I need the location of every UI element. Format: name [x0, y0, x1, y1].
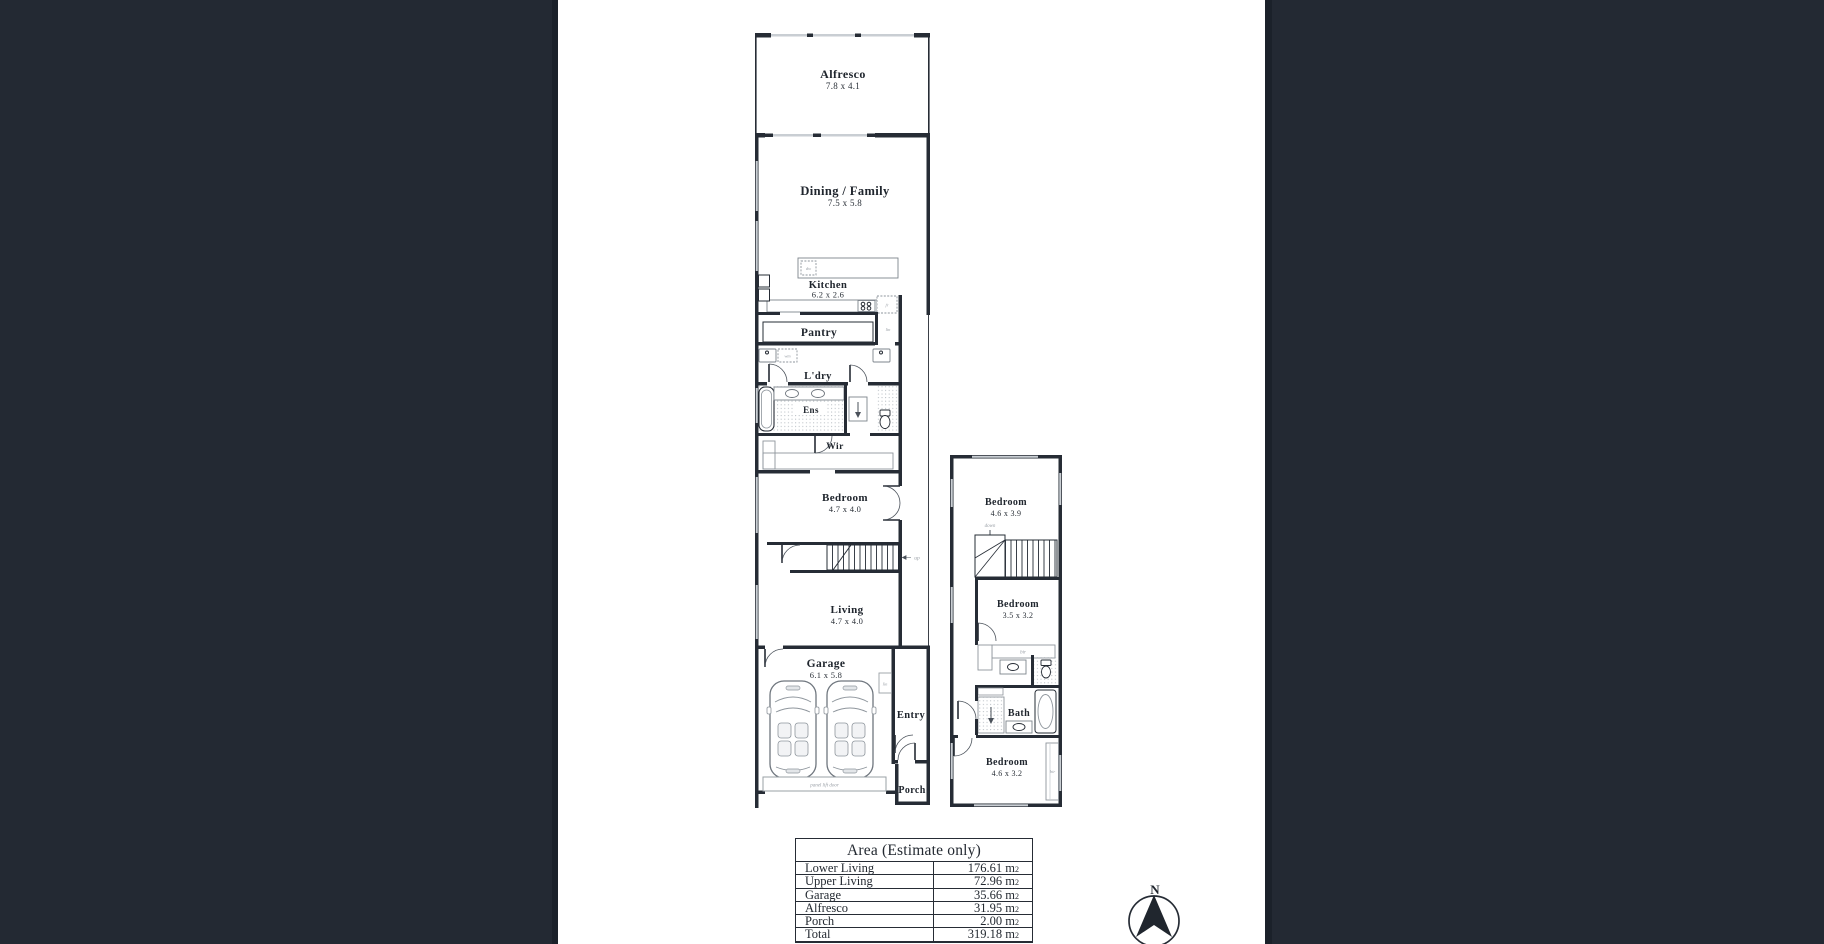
table-row [796, 889, 1032, 902]
bedroom3-robe [1046, 743, 1059, 800]
letterbox-left-edge [552, 0, 558, 944]
room-label-wir: Wir [826, 442, 844, 452]
stairs-lower [767, 542, 920, 573]
table-row [796, 915, 1032, 928]
room-label-bedroom2: Bedroom [996, 599, 1040, 610]
up-label: up [914, 555, 920, 562]
door-arc [782, 545, 800, 563]
area-row-label: Lower Living [796, 862, 934, 874]
door-arc [954, 738, 972, 756]
room-label-porch: Porch [898, 785, 926, 796]
room-dims-bedroom: 4.7 x 4.0 [828, 504, 862, 514]
area-row-label: Garage [796, 889, 934, 901]
table-row [796, 875, 1032, 888]
door-arc [898, 743, 915, 760]
room-dims-alfresco: 7.8 x 4.1 [825, 81, 861, 91]
table-row [796, 862, 1032, 875]
linen-closet [879, 673, 892, 693]
room-label-entry: Entry [896, 710, 926, 721]
compass-icon [1121, 877, 1185, 944]
bedroom2-walls [975, 577, 1062, 688]
room-label-bedroom3: Bedroom [985, 757, 1029, 768]
bath-fixtures [950, 688, 1062, 756]
table-row [796, 928, 1032, 941]
room-label-bedroom1: Bedroom [984, 497, 1028, 508]
area-row-value: 319.18 m2 [967, 927, 1019, 942]
letterbox-left [0, 0, 552, 944]
letterbox-right-edge [1265, 0, 1272, 944]
room-label-laundry: L'dry [804, 371, 832, 382]
room-dims-living: 4.7 x 4.0 [830, 616, 864, 626]
area-row-label: Porch [796, 915, 934, 927]
door-arc [978, 623, 996, 641]
letterbox-right [1272, 0, 1824, 944]
room-label-bedroom: Bedroom [822, 492, 868, 504]
room-dims-dining-family: 7.5 x 5.8 [827, 198, 863, 208]
dishwasher-label: dw [805, 266, 812, 271]
door-arc [958, 701, 976, 719]
room-label-bath: Bath [1007, 708, 1031, 719]
room-dims-bedroom3: 4.6 x 3.2 [991, 769, 1023, 778]
shower-icon [849, 397, 867, 421]
robe-label: bir [1020, 650, 1026, 656]
room-label-garage: Garage [806, 658, 846, 670]
toilet-icon [880, 410, 890, 429]
room-label-pantry: Pantry [800, 327, 838, 339]
door-arc [850, 365, 867, 382]
area-row-label: Upper Living [796, 875, 934, 887]
area-table-title: Area (Estimate only) [796, 839, 1032, 862]
basin-icon [786, 390, 799, 398]
room-dims-bedroom2: 3.5 x 3.2 [1002, 611, 1034, 620]
room-dims-garage: 6.1 x 5.8 [809, 670, 843, 680]
bathtub-icon [759, 387, 774, 431]
door-arc [769, 364, 787, 382]
area-row-value: 176.61 m2 [967, 861, 1019, 875]
ensuite-fixtures [755, 386, 902, 437]
panel-lift-door [763, 777, 886, 791]
toilet-icon [1041, 660, 1051, 678]
area-row-value: 72.96 m2 [974, 874, 1019, 889]
room-label-ensuite: Ens [803, 405, 819, 415]
area-row-value: 2.00 m2 [980, 914, 1019, 929]
room-dims-bedroom1: 4.6 x 3.9 [990, 509, 1022, 518]
room-label-kitchen: Kitchen [808, 280, 848, 291]
down-label: down [984, 524, 996, 529]
linen-label: lin [885, 327, 891, 332]
area-row-value: 31.95 m2 [974, 900, 1019, 915]
upper-floor-plan [950, 455, 1062, 810]
north-label: N [1150, 882, 1160, 897]
area-row-label: Total [796, 928, 934, 940]
room-dims-kitchen: 6.2 x 2.6 [811, 289, 845, 300]
lower-floor-plan [755, 33, 930, 808]
panel-lift-door-label: panel lift door [810, 783, 839, 789]
washing-machine-label: wm [784, 353, 791, 359]
area-row-value: 35.66 m2 [974, 887, 1019, 902]
basin-icon [1006, 721, 1032, 733]
double-door-arcs [883, 486, 900, 520]
room-label-alfresco: Alfresco [820, 67, 866, 81]
linen-label: lin [882, 681, 888, 687]
robe-label: bir [1049, 769, 1056, 774]
bathtub-icon [1035, 690, 1056, 733]
fridge-label: fr [885, 302, 889, 308]
table-row [796, 902, 1032, 915]
compass [1121, 877, 1185, 944]
stairs-upper [975, 524, 1057, 577]
basin-icon [1008, 664, 1019, 671]
north-arrow [1136, 895, 1172, 937]
room-label-living: Living [830, 604, 864, 616]
cooktop-icon [858, 301, 875, 312]
area-row-label: Alfresco [796, 902, 934, 914]
area-table [795, 838, 1033, 943]
door-arc [765, 649, 783, 667]
room-label-dining-family: Dining / Family [800, 184, 890, 198]
shower-icon [978, 697, 1004, 733]
basin-icon [812, 390, 825, 398]
